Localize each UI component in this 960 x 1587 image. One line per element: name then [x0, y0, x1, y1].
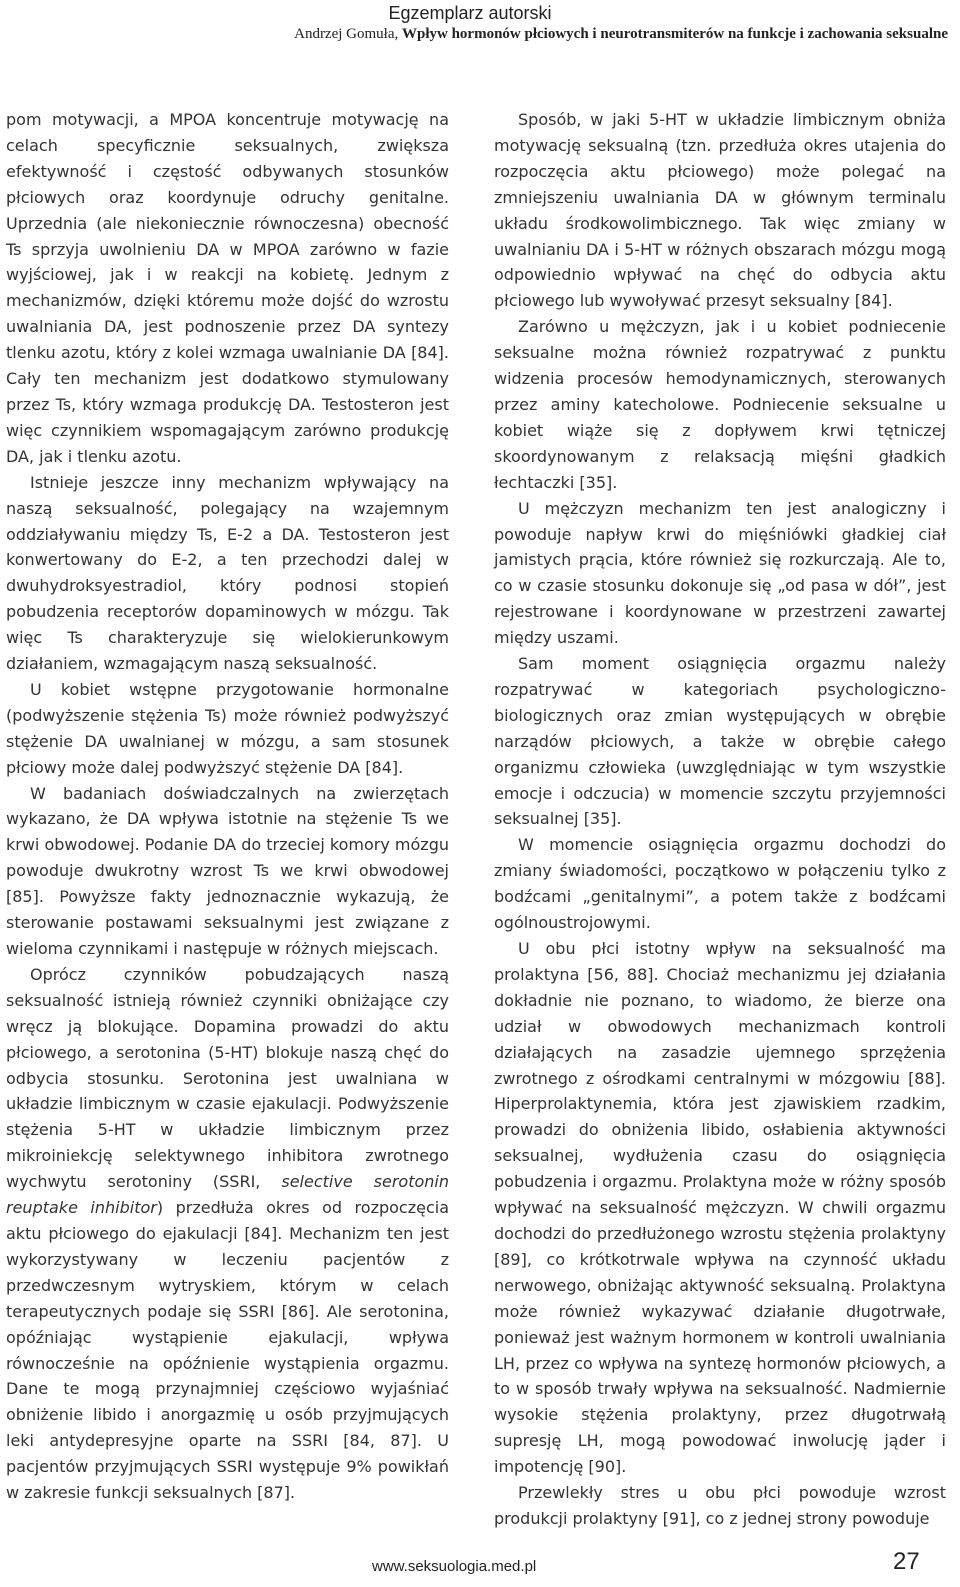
paragraph: Przewlekły stres u obu płci powoduje wzrost produkcji prolaktyny [91], co z jednej strony powoduje — [494, 1483, 946, 1528]
paragraph-text: Oprócz czynników pobudzających naszą seksualność istnieją również czynniki obniżające czy wręcz ją blokujące. Dopamina prowadzi do aktu płciowego, a serotonina (5-HT) blokuje naszą chęć do odbycia stosunku. Serotonina jest uwalniana w układzie limbicznym w czasie ejakulacji. Podwyższenie stężenia 5-HT w układzie limbicznym przez mikroiniekcję selektywnego inhibitora zwrotnego wychwytu serotoniny (SSRI, — [6, 964, 449, 1192]
left-column — [6, 107, 449, 1506]
paragraph: U obu płci istotny wpływ na seksualność ma prolaktyna [56, 88]. Chociaż mechanizmu jej działania dokładnie nie poznano, to wiadomo, że bierze ona udział w obwodowych mechanizmach kontroli działających na zasadzie ujemnego sprzężenia zwrotnego z ośrodkami centralnymi w mózgowiu [88]. Hiperprolaktynemia, która jest zjawiskiem rzadkim, prowadzi do obniżenia libido, osłabienia aktywności seksualnej, wydłużenia czasu do osiągnięcia pobudzenia i orgazmu. Prolaktyna może w różny sposób wpływać na seksualność mężczyzn. W chwili orgazmu dochodzi do przedłużonego wzrostu stężenia prolaktyny [89], co krótkotrwale wpływa na czynność układu nerwowego, obniżając aktywność seksualną. Prolaktyna może również wykazywać działanie długotrwałe, ponieważ jest ważnym hormonem w kontroli uwalniania LH, przez co wpływa na syntezę hormonów płciowych, a to w sposób trwały wpływa na seksualność. Nadmiernie wysokie stężenia prolaktyny, przez długotrwałą supresję LH, mogą powodować inwolucję jąder i impotencję [90]. — [494, 939, 946, 1477]
paragraph-italic-term: selective serotonin reuptake inhibitor — [6, 1172, 449, 1218]
paragraph: Sam moment osiągnięcia orgazmu należy rozpatrywać w kategoriach psychologiczno-biologicznych oraz zmian występujących w obrębie narządów płciowych, a także w obrębie całego organizmu człowieka (uwzględniając w tym wszystkie emocje i odczucia) w momencie szczytu przyjemności seksualnej [35]. — [494, 654, 946, 829]
page-number: 27 — [893, 1548, 920, 1575]
paragraph: W momencie osiągnięcia orgazmu dochodzi do zmiany świadomości, początkowo w połączeniu tylko z bodźcami „genitalnymi”, a potem także z bodźcami ogólnoustrojowymi. — [494, 835, 946, 933]
paragraph: Istnieje jeszcze inny mechanizm wpływający na naszą seksualność, polegający na wzajemnym oddziaływaniu między Ts, E-2 a DA. Testosteron jest konwertowany do E-2, a ten przechodzi dalej w dwuhydroksyestradiol, który podnosi stopień pobudzenia receptorów dopaminowych w mózgu. Tak więc Ts charakteryzuje się wielokierunkowym działaniem, wzmagającym naszą seksualność. — [6, 472, 449, 674]
author-copy-stamp: Egzemplarz autorski — [388, 3, 552, 23]
running-header-title: Wpływ hormonów płciowych i neurotransmiterów na funkcje i zachowania seksualne — [402, 26, 948, 42]
paragraph-text: ) przedłuża okres od rozpoczęcia aktu płciowego do ejakulacji [84]. Mechanizm ten jest wykorzystywany w leczeniu pacjentów z przedwczesnym wytryskiem, którym w celach terapeutycznych podaje się SSRI [86]. Ale serotonina, opóźniając wystąpienie ejakulacji, wpływa równocześnie na opóźnienie wystąpienia orgazmu. Dane te mogą przynajmniej częściowo wyjaśniać obniżenie libido i anorgazmię u osób przyjmujących leki antydepresyjne oparte na SSRI [84, 87]. U pacjentów przyjmujących SSRI występuje 9% powikłań w zakresie funkcji seksualnych [87]. — [6, 1198, 450, 1503]
paragraph: Sposób, w jaki 5-HT w układzie limbicznym obniża motywację seksualną (tzn. przedłuża okres utajenia do rozpoczęcia aktu płciowego) może polegać na zmniejszeniu uwalniania DA w głównym terminalu układu środkowolimbicznego. Tak więc zmiany w uwalnianiu DA i 5-HT w różnych obszarach mózgu mogą odpowiednio wpływać na chęć do odbycia aktu płciowego lub wywoływać przesyt seksualny [84]. — [494, 110, 946, 311]
paragraph: Zarówno u mężczyzn, jak i u kobiet podniecenie seksualne można również rozpatrywać z punktu widzenia procesów hemodynamicznych, sterowanych przez aminy katecholowe. Podniecenie seksualne u kobiet wiąże się z dopływem krwi tętniczej skoordynowanym z relaksacją mięśni gładkich łechtaczki [35]. — [494, 317, 946, 492]
paragraph: U mężczyzn mechanizm ten jest analogiczny i powoduje napływ krwi do mięśniówki gładkiej ciał jamistych prącia, które również się rozkurczają. Ale to, co w czasie stosunku dokonuje się „od pasa w dół”, jest rejestrowane i koordynowane w przestrzeni zawartej między uszami. — [494, 498, 946, 648]
running-header-author: Andrzej Gomuła, — [294, 26, 399, 42]
paragraph: pom motywacji, a MPOA koncentruje motywację na celach specyficznie seksualnych, zwiększa efektywność i częstość odbywanych stosunków płciowych oraz koordynuje odruchy genitalne. Uprzednia (ale niekoniecznie równoczesna) obecność Ts sprzyja uwolnieniu DA w MPOA zarówno w fazie wyjściowej, jak i w reakcji na kobietę. Jednym z mechanizmów, dzięki któremu może dojść do wzrostu uwalniania DA, jest podnoszenie przez DA syntezy tlenku azotu, który z kolei wzmaga uwalnianie DA [84]. Cały ten mechanizm jest dodatkowo stymulowany przez Ts, który wzmaga produkcję DA. Testosteron jest więc czynnikiem wspomagającym zarówno produkcję DA, jak i tlenku azotu. — [6, 110, 449, 466]
paragraph: W badaniach doświadczalnych na zwierzętach wykazano, że DA wpływa istotnie na stężenie Ts we krwi obwodowej. Podanie DA do trzeciej komory mózgu powoduje dwukrotny wzrost Ts we krwi obwodowej [85]. Powyższe fakty jednoznacznie wykazują, że sterowanie postawami seksualnymi jest związane z wieloma czynnikami i następuje w różnych miejscach. — [6, 783, 449, 958]
paragraph — [6, 962, 449, 1506]
paragraph: U kobiet wstępne przygotowanie hormonalne (podwyższenie stężenia Ts) może również podwyższyć stężenie DA uwalnianej w mózgu, a sam stosunek płciowy może dalej podwyższyć stężenie DA [84]. — [6, 679, 449, 777]
right-column — [494, 107, 946, 1532]
journal-website-link[interactable]: www.seksuologia.med.pl — [372, 1558, 537, 1575]
running-header — [294, 26, 948, 43]
